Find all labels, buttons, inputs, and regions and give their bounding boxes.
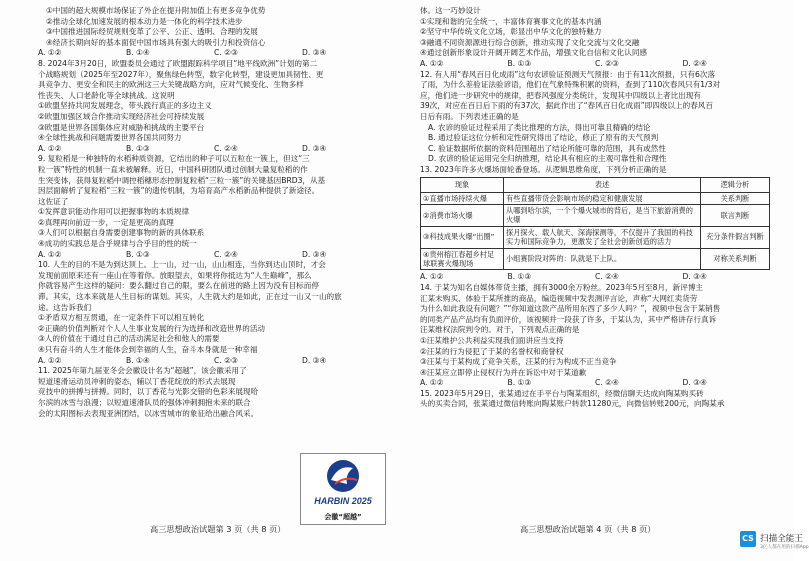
camscanner-icon: CS [740,531,756,547]
text-line: ②欧盟加强区域合作推动实现经济社会可持续发展 [38,111,205,121]
table-row [421,204,770,226]
text-line: ②推动全球化加速发展的根本动力是一体化的科学技术进步 [46,16,243,26]
answer-option: A. ①② [38,143,62,153]
table-cell: ①直播市场持续火爆 [421,192,504,204]
text-line: ④汪某应立即停止侵权行为并在诉讼中对于某道歉 [420,367,587,377]
text-line: 这佐证了 [38,196,69,206]
text-line: ④全球性挑战和问题需要世界各国共同努力 [38,133,182,143]
text-line: 体。这一巧妙设计 [420,6,481,15]
answer-option: A. ①② [38,249,62,259]
table-cell: 充分条件假言判断 [701,226,770,248]
answer-option: A. ①② [420,378,444,388]
answer-options [38,356,390,367]
text-line: 了雨，为什么差验证法验谚语，他们在气象特殊积累的资料，查到了110次春风只有1/3对 [420,80,721,90]
text-line: 10. 人生的目的不是为到达顶上。上一山，过一山，山山相连，当你到达山顶时，才会 [38,260,326,270]
text-line: 汇某未购买、体验于某所推的商品，编造视频中发表测评言论，声称“大网红卖货劳 [420,293,698,303]
question-11 [38,366,296,419]
text-line: ②正确的价值判断对个人人生事业发展的行为选择和改造世界的活动 [38,323,266,333]
answer-options [38,48,390,59]
answer-options [420,59,770,70]
answer-option: A. ①② [420,272,444,282]
text-line: A. 农谚的验证过程采用了类比推理的方法，得出可靠且精确的结论 [428,122,651,132]
table-cell: ②消费市场火爆 [421,204,504,226]
footer-right: 高三思想政治试题第 4 页（共 8 页） [520,524,656,534]
text-line: 短道速滑运动员冲刺的姿态，辅以丁香花绽放的形式去展现 [38,376,236,386]
answer-options [38,144,390,155]
text-line: 汪某维权法院判令的。对于，下列观点正确的是 [420,325,580,335]
text-line: ③欧盟是世界各国集体应对威胁和挑战的主要平台 [38,122,205,132]
table-row [421,192,770,204]
skater-logo-icon [301,454,385,512]
text-line: 具竞争力、更安全和民主的欧洲这三大关键战略方向，应对气候变化、生物多样 [38,80,304,90]
text-line: ②汪某的行为侵犯了于某的名誉权和商誉权 [420,346,564,356]
text-line: 会的太阳图标去表现亚洲团结，以冰雪城市的象征给出融合风采。 [38,408,259,418]
text-line: 发现前面原来还有一座山在等着你。放眼望去，如果将你抵达为“人生巅峰”，那么 [38,270,312,280]
table-row [421,248,770,270]
scanner-watermark [740,531,809,550]
text-line: 你就容易产生这样的疑问：要么翻过自己的限，要么在前进的路上因为没有目标而停 [38,281,319,291]
table-cell: 联言判断 [701,204,770,226]
answer-option: B. ①③ [126,249,150,259]
answer-option: C. ②④ [214,143,238,153]
text-line: ②真理再向前迈一步，一定是更高的真理 [38,217,174,227]
text-line: 途。这告诉我们 [38,302,92,312]
table-cell: 探月探火、载人航天、深海探测等，不仅提升了我国的科技实力和国际竞争力，更激发了全社会创新创造的活力 [504,226,701,248]
table-cell: 对称关系判断 [701,248,770,270]
question-13-stem: 13. 2023年许多火爆场面轮番登场。从逻辑思维角度，下列分析正确的是 [420,164,667,174]
text-line: 39次，对应在百日后下雨的有37次，据此作出了“春风百日化成雨”即四级以上的春风百 [420,101,713,111]
footer-left: 高三思想政治试题第 3 页（共 8 页） [150,524,286,534]
table-cell: 有些直播带货会影响市场的稳定和健康发展 [504,192,701,204]
text-line: ①欧盟坚持共同发展理念，带头践行真正的多边主义 [38,101,212,111]
text-line: 12. 有人用“春风百日化成雨”这句农谚验证预测天气预报：由于有11次预报，只有6次落 [420,69,716,79]
answer-option: C. ②④ [214,249,238,259]
text-line: 粒一簇”特性的机制一直未被解释。近日，中国科研团队通过创制大量复粒稻的作 [38,164,308,174]
text-line: 15. 2023年5月29日，张某通过在手平台与陶某组织，经微信聊天达成向陶某购买砖 [420,388,704,398]
scanner-subtitle: 3亿人都在用的扫描App [760,545,809,550]
text-line: 的同类产品产品均有负面评价，该视频并一段获了许多，于某认为，其中严格讲存行真诉 [420,314,717,324]
answer-option: C. ②④ [595,378,619,388]
text-line: ③融通不同资源源进行综合创新，推动实现了文化交流与文化交融 [420,37,640,47]
text-line: ④通过创新形象设计开阔开阔艺术作品，增强文化自信和文化认同感 [420,48,648,58]
answer-option: D. ③④ [302,48,327,58]
answer-option: C. ②④ [595,272,619,282]
table-cell: 小组赛阶段对阵的：队就是下上队。 [504,248,701,270]
right-page [420,6,770,410]
answer-option: A. ①② [38,355,62,365]
answer-option: D. ③④ [682,272,707,282]
answer-option: C. ②③ [214,355,238,365]
table-cell: ③科技成果火爆“出圈” [421,226,504,248]
text-line: ②坚守中华传统文化立场，彰显出中华文化的独特魅力 [420,27,602,37]
text-line: ①汪某维护公共利益实现我们面讲应当支持 [420,335,564,345]
text-line: 9. 复粒稻是一种独特的水稻种质资源，它结出的种子可以五粒在一簇上，但这“三 [38,154,310,164]
answer-option: B. ①③ [507,58,532,68]
text-line: ①发挥意识能动作用可以把握事物的本质规律 [38,207,190,217]
text-line: 8. 2024年3月20日，欧盟委员会通过了欧盟跟踪科学项目“地平线欧洲”计划的第二 [38,58,318,68]
text-line: ④只有奋斗的人生才能体会到幸福的人生，奋斗本身就是一种幸福 [38,345,258,354]
answer-options [420,378,770,389]
answer-option: A. ①② [38,48,62,58]
answer-option: B. ①③ [507,378,532,388]
logic-analysis-table [420,177,770,271]
text-line: ①实现和谐的完全统一，丰富体育赛事文化的基本内涵 [420,16,602,26]
text-line: 尔滨的冰雪与浪漫；以短道速滑队员的强体冲刺拥抱未来的联合 [38,397,251,407]
answer-option: D. ③④ [302,249,327,259]
table-header: 现象 [421,177,504,192]
answer-options [38,250,390,261]
table-header-row [421,177,770,192]
table-cell: ④贵州榕江春超乡村足球联赛火爆现场 [421,248,504,270]
text-line: ③中国推进国际经贸规则变革了公平、公正、透明、合理的发展 [46,27,258,37]
answer-option: B. ①③ [507,272,532,282]
table-cell: 关系判断 [701,192,770,204]
text-line: 11. 2025年第九届亚冬会会徽设计名为“超越”，该会徽采用了 [38,366,247,376]
answer-option: A. ①② [420,58,444,68]
text-line: 头的买卖合同，张某通过微信转账向陶某账户转款11280元，向微信转账200元，向陶某承 [420,399,725,409]
answer-option: D. ②④ [682,58,707,68]
table-cell: 从哪到哈尔滨，一个个爆火城市的背后，是当下旅游消费的火爆 [504,204,701,226]
text-line: 生突变体，获得复粒稻中调控稻穗形态控制复粒稻“三粒一簇”的关键基因BRD3，从基 [38,175,326,185]
answer-option: C. ②③ [595,58,619,68]
text-line: D. 农谚的验证运用完全归纳推理，结论具有相应的主观可靠性和合理性 [428,154,667,164]
medal-caption: 会徽“超越” [324,513,362,521]
answer-option: D. ③④ [302,355,327,365]
text-line: 为什么如此我设有问题？”“你知道这款产品所用东西了多少人吗？”，视频中包含于某销售 [420,304,721,314]
text-line: 竞技中的拼搏与拼搏。同时，以丁香花与光影交错的色彩来展现哈 [38,387,259,397]
text-line: ①矛盾双方相互贯通，在一定条件下可以相互转化 [38,313,205,323]
left-page [38,6,390,419]
text-line: 应，他们进一步研究中的规律，把春风强度分类统计，发现其中四级以上者比出现有 [420,90,701,100]
text-line: 14. 于某为知名自媒体带货主播，拥有3000余万粉丝。2023年5月至8月，新评博主 [420,282,704,292]
text-line: 性丧失、人口老龄化等全球挑战。这说明 [38,90,175,100]
table-header: 表述 [504,177,701,192]
text-line: ④成功的实践总是合乎规律与合乎目的性的统一 [38,239,197,249]
answer-option: B. ①③ [126,143,150,153]
text-line: 因层面解析了复粒稻“三粒一簇”的遗传机制，为培育高产水稻新品种提供了新途径。 [38,186,320,196]
answer-option: C. ②③ [214,48,238,58]
hardin-2025-emblem [300,453,386,525]
answer-options [420,272,770,283]
text-line: ①中国的超大规模市场保证了外企在提升附加值上有更多竞争优势 [46,6,266,15]
answer-option: B. ①④ [126,48,150,58]
scanner-name: 扫描全能王 [760,534,803,544]
table-header: 逻辑分析 [701,177,770,192]
text-line: ③人的价值在于通过自己的活动满足社会和他人的需要 [38,334,220,344]
text-line: 个战略规划（2025年至2027年），聚焦绿色转型，数字化转型，建设更加具韧性、更 [38,69,324,79]
medal-text: HARBIN 2025 [314,496,372,506]
table-row [421,226,770,248]
text-line: B. 通过验证这位分析和定性研究得出了结论，修正了原有的天气预判 [428,133,659,143]
text-line: ④经济长期向好的基本面促中国市场具有强大的吸引力和投资信心 [46,37,266,47]
text-line: 日后有雨。下列表述正确的是 [420,111,519,121]
text-line: C. 验证数据所依据的资料范围超出了结论所能可靠的范围，具有或然性 [428,143,666,153]
answer-option: D. ③④ [682,378,707,388]
answer-option: D. ③④ [302,143,327,153]
text-line: ③汪某与于某构成了竞争关系，汪某的行为构成不正当竞争 [420,357,617,367]
text-line: 滞。其实，这本来就是人生目标的谋划。其实，人生就大约是如此，正在过一山又一山的旅 [38,292,342,302]
answer-option: B. ①④ [126,355,150,365]
text-line: ③人们可以根据自身需要创建事物的新的具体联系 [38,228,205,238]
